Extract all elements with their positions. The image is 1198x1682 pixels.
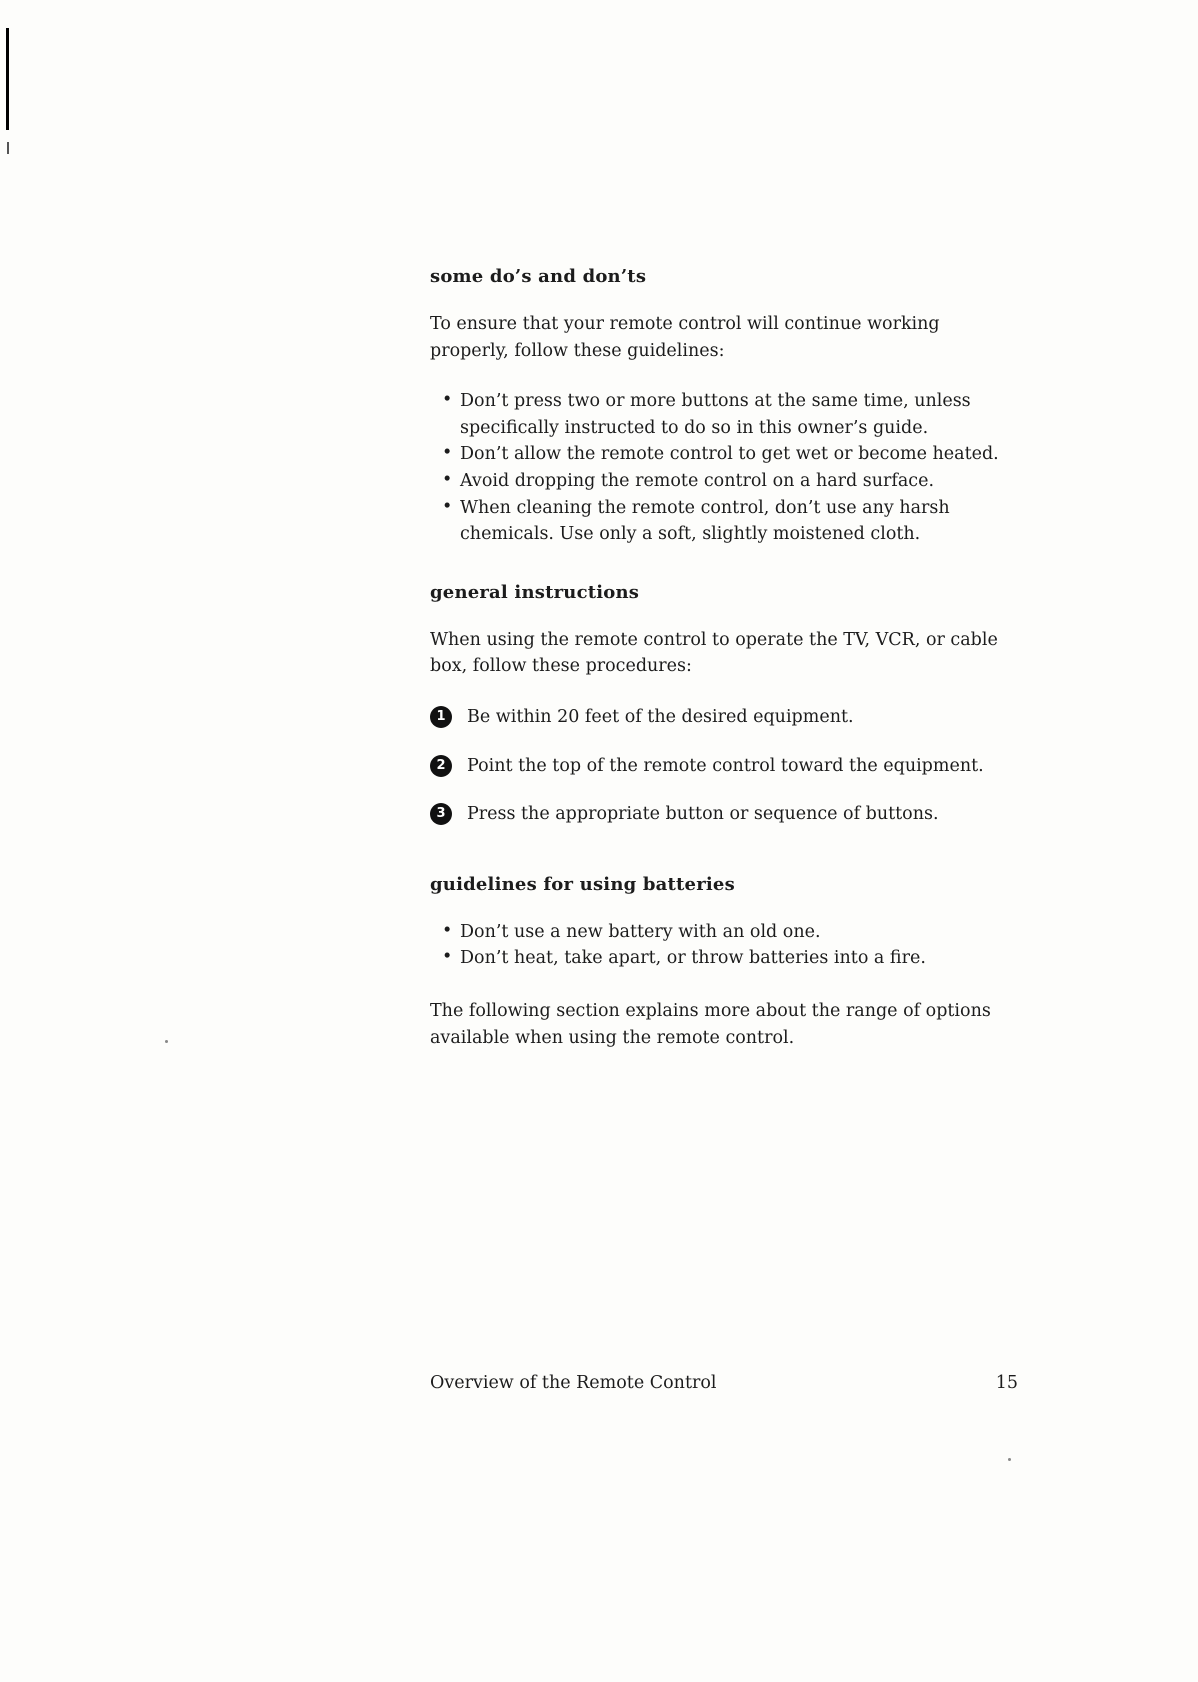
step-item xyxy=(430,704,1018,731)
bullet-text: Don’t allow the remote control to get wet or become heated. xyxy=(460,444,999,465)
page-content xyxy=(430,266,1018,1075)
batteries-bullet-list xyxy=(430,919,1018,972)
step-text: Be within 20 feet of the desired equipment. xyxy=(467,706,854,727)
paragraph-dos-donts-intro: To ensure that your remote control will continue working properly, follow these guidelines: xyxy=(430,314,940,361)
bullet-item xyxy=(430,468,1018,495)
page-footer xyxy=(430,1373,1018,1393)
bullet-text: Don’t press two or more buttons at the same time, unless specifically instructed to do so in this owner’s guide. xyxy=(460,391,971,438)
section-heading-general-instructions: general instructions xyxy=(430,581,640,603)
section-heading-batteries: guidelines for using batteries xyxy=(430,873,735,895)
step-text: Point the top of the remote control toward the equipment. xyxy=(467,755,984,776)
footer-chapter-title: Overview of the Remote Control xyxy=(430,1373,717,1393)
step-number-badge: 3 xyxy=(430,803,452,825)
paragraph-general-intro: When using the remote control to operate the TV, VCR, or cable box, follow these procedures: xyxy=(430,629,998,677)
scan-artifact-dot xyxy=(1008,1458,1011,1461)
step-number-badge: 1 xyxy=(430,706,452,728)
page-number: 15 xyxy=(995,1373,1018,1393)
bullet-dot-icon: • xyxy=(442,390,453,411)
bullet-item xyxy=(430,441,1018,468)
scan-artifact-dot xyxy=(165,1040,168,1043)
bullet-dot-icon: • xyxy=(442,947,453,968)
bullet-dot-icon: • xyxy=(442,469,453,490)
bullet-item xyxy=(430,388,1018,441)
step-number-badge: 2 xyxy=(430,755,452,777)
section-heading-dos-donts: some do’s and don’ts xyxy=(430,266,647,287)
bullet-text: Don’t heat, take apart, or throw batteries into a fire. xyxy=(460,948,926,969)
bullet-text: Avoid dropping the remote control on a hard surface. xyxy=(460,470,935,491)
scan-artifact-line xyxy=(6,28,9,130)
bullet-dot-icon: • xyxy=(442,496,453,517)
step-item xyxy=(430,801,1018,828)
step-item xyxy=(430,753,1018,780)
bullet-text: Don’t use a new battery with an old one. xyxy=(460,921,821,942)
bullet-text: When cleaning the remote control, don’t use any harsh chemicals. Use only a soft, slightly moistened cloth. xyxy=(460,497,950,545)
bullet-dot-icon: • xyxy=(442,920,453,941)
bullet-item xyxy=(430,919,1018,946)
bullet-item xyxy=(430,945,1018,972)
scan-artifact-tick xyxy=(7,142,9,154)
step-text: Press the appropriate button or sequence of buttons. xyxy=(467,804,939,825)
paragraph-batteries-outro: The following section explains more about the range of options available when using the remote control. xyxy=(430,1000,991,1048)
dos-donts-bullet-list xyxy=(430,388,1018,548)
general-steps-list xyxy=(430,704,1018,828)
bullet-dot-icon: • xyxy=(442,443,453,464)
bullet-item xyxy=(430,495,1018,548)
